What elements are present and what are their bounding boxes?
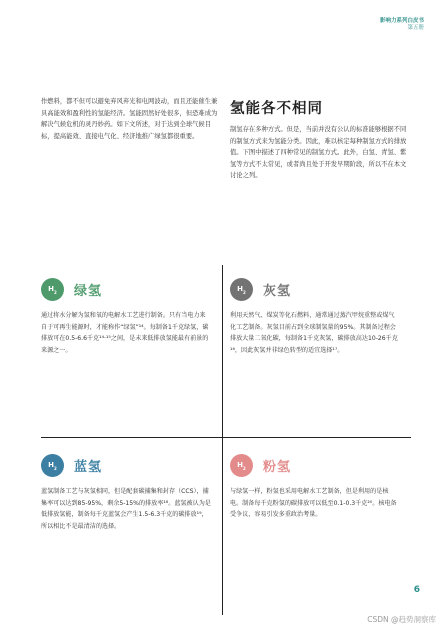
h2-molecule-icon	[230, 454, 253, 477]
h2-molecule-icon	[230, 278, 253, 301]
h2-molecule-icon	[41, 278, 64, 301]
quadrant-header	[41, 452, 211, 478]
vertical-divider	[222, 265, 223, 615]
quadrant-title: 绿氢	[74, 283, 103, 299]
quadrant-title: 灰氢	[263, 283, 292, 299]
badge-subscript: 2	[243, 465, 246, 471]
badge-subscript: 2	[243, 289, 246, 295]
badge-symbol: H	[48, 461, 55, 469]
quadrant-grey-hydrogen	[230, 276, 400, 356]
section-title: 氢能各不相同	[230, 101, 323, 117]
badge-subscript: 2	[54, 289, 57, 295]
quadrant-green-hydrogen	[41, 276, 211, 356]
badge-symbol: H	[237, 285, 244, 293]
quadrant-body: 蓝氢制备工艺与灰氢相同，但是配套碳捕集和封存（CCS），捕集率可以达到85-95%，剩余5-15%的排放率¹⁸。蓝氢被认为是低排放氢能，制备每千克蓝氢会产生1.5-6.3千克的碳排放¹⁹，所以相比不是最清洁的选择。	[41, 488, 211, 530]
quadrant-header	[230, 452, 400, 478]
section-paragraph: 制氢存在多种方式。但是，当前并没有公认的标准能够根据不同的制氢方式来为氢能分类。因此，难以核定每种制氢方式的排放值。下图中描述了四种常见的制氢方式。此外，白氢、青氢、紫氢等方式不太常见，或者尚且处于开发早期阶段，所以不在本文讨论之列。	[230, 126, 407, 179]
quadrant-body: 利用天然气、煤炭等化石燃料，通常通过蒸汽甲烷重整或煤气化工艺制备。灰氢目前占到全球制氢量的95%。其制备过程会排放大量二氧化碳，每制备1千克灰氢，碳排放高达10-26千克¹⁶，因此灰氢并非绿色转型的适宜选择¹⁷。	[230, 312, 398, 354]
quadrant-body: 通过将水分解为氢和氧的电解水工艺进行制备。只有当电力来自于可再生能源时，才能称作“绿氢”¹⁴。每制备1千克绿氢，碳排放可在0.5-6.6千克¹⁴·¹⁵之间，是未来低排放氢能最有前景的来源之一。	[41, 312, 209, 354]
quadrant-header	[41, 276, 211, 302]
quadrant-title: 蓝氢	[74, 459, 103, 475]
volume-label: 第五册	[407, 25, 424, 31]
badge-subscript: 2	[54, 465, 57, 471]
h2-molecule-icon	[41, 454, 64, 477]
quadrant-blue-hydrogen	[41, 452, 211, 532]
header	[380, 18, 424, 32]
badge-symbol: H	[48, 285, 55, 293]
intro-paragraph: 作燃料，都不但可以避免弃风弃光和电网波动，而且还能催生兼具高能效和盈利性的氢能经济。氢能固然好处很多，但恐难成为解决气候危机的灵丹妙药。如下文所述，对于达到全球气候目标，提高能效、直接电气化、经济地推广绿氢都很重要。	[41, 98, 218, 140]
watermark-credit: CSDN @趋势洞察库	[367, 615, 436, 624]
series-title: 影响力系列白皮书	[379, 18, 424, 24]
badge-symbol: H	[237, 461, 244, 469]
page-number: 6	[413, 585, 420, 595]
quadrant-pink-hydrogen	[230, 452, 400, 521]
horizontal-divider	[41, 437, 411, 438]
quadrant-body: 与绿氢一样，粉氢也采用电解水工艺制备，但是利用的是核电。制备每千克粉氢的碳排放可以低至0.1-0.3千克²⁰。核电备受争议，容易引发多重政治考量。	[230, 488, 397, 519]
quadrant-header	[230, 276, 400, 302]
quadrant-title: 粉氢	[263, 459, 292, 475]
